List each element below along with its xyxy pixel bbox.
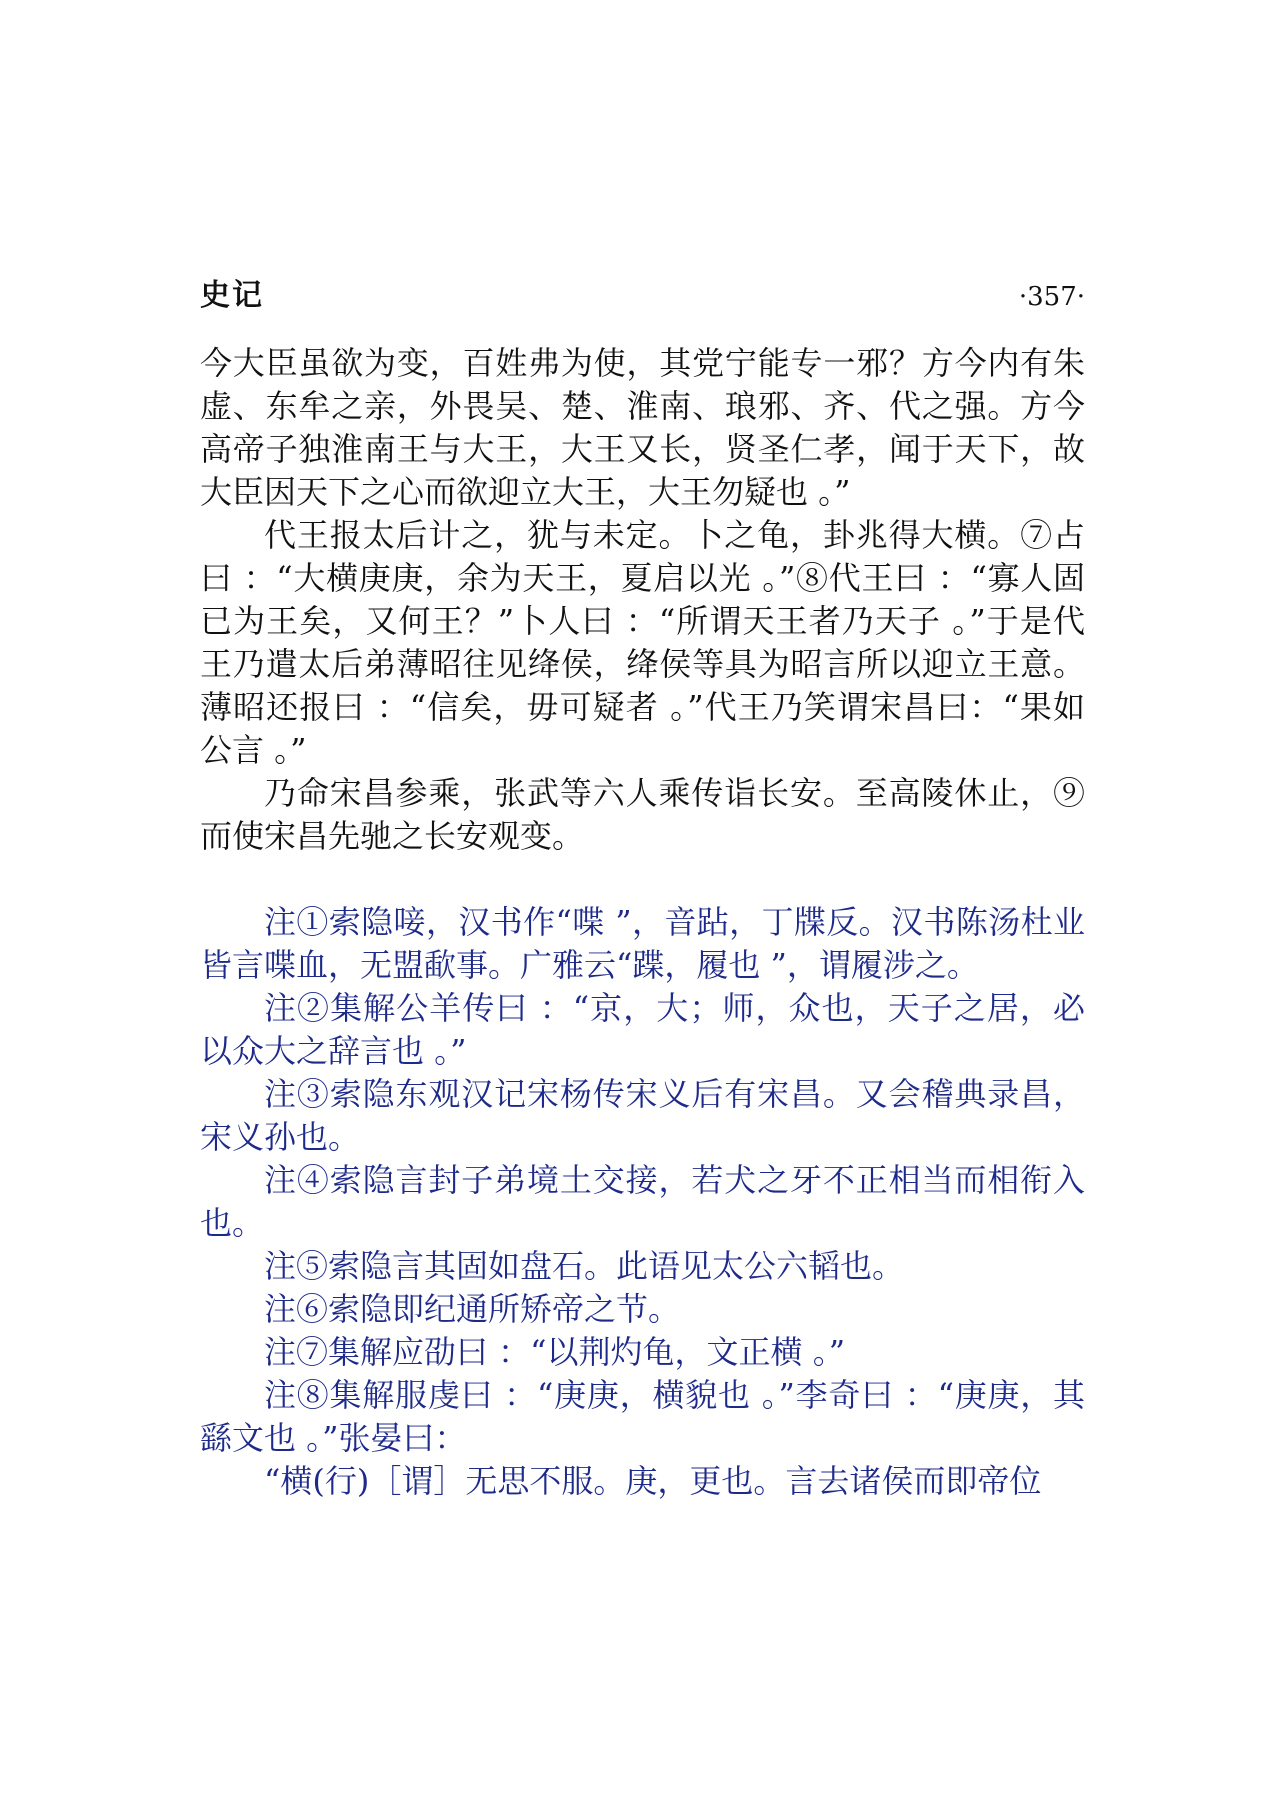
- running-header: [200, 270, 1085, 314]
- annotation-note: 注④索隐言封子弟境土交接，若犬之牙不正相当而相衔入也。: [200, 1161, 1085, 1242]
- book-page: [200, 270, 1085, 1503]
- annotation-note: 注③索隐东观汉记宋杨传宋义后有宋昌。又会稽典录昌，宋义孙也。: [200, 1075, 1085, 1156]
- annotations: [200, 901, 1085, 1503]
- annotation-note: “横(行)［谓］无思不服。庚，更也。言去诸侯而即帝位: [264, 1462, 1042, 1500]
- page-number: ·357·: [1018, 282, 1085, 312]
- annotation-note: 注①索隐唼，汉书作“喋 ”，音跕，丁牒反。汉书陈汤杜业皆言喋血，无盟歃事。广雅云“蹀，履也 ”，谓履涉之。: [200, 903, 1085, 984]
- annotation-note: 注⑥索隐即纪通所矫帝之节。: [264, 1290, 681, 1328]
- paragraph: 今大臣虽欲为变，百姓弗为使，其党宁能专一邪？方今内有朱虚、东牟之亲，外畏吴、楚、淮南、琅邪、齐、代之强。方今高帝子独淮南王与大王，大王又长，贤圣仁孝，闻于天下，故大臣因天下之心而欲迎立大王，大王勿疑也 。”: [200, 344, 1085, 511]
- annotation-note: 注⑧集解服虔曰 ：“庚庚，横貌也 。”李奇曰 ：“庚庚，其繇文也 。”张晏曰：: [200, 1376, 1085, 1457]
- annotation-note: 注⑦集解应劭曰 ：“以荆灼龟，文正横 。”: [264, 1333, 846, 1371]
- main-text: [200, 342, 1085, 858]
- annotation-note: 注②集解公羊传曰 ：“京，大；师，众也，天子之居，必以众大之辞言也 。”: [200, 989, 1085, 1070]
- paragraph: 代王报太后计之，犹与未定。卜之龟，卦兆得大横。⑦占曰 ：“大横庚庚，余为天王，夏启以光 。”⑧代王曰 ：“寡人固已为王矣，又何王？”卜人曰 ：“所谓天王者乃天子 。”于是代王乃遣太后弟薄昭往见绛侯，绛侯等具为昭言所以迎立王意。薄昭还报曰 ：“信矣，毋可疑者 。”代王乃笑谓宋昌曰：“果如公言 。”: [200, 516, 1085, 769]
- paragraph: 乃命宋昌参乘，张武等六人乘传诣长安。至高陵休止，⑨而使宋昌先驰之长安观变。: [200, 774, 1085, 855]
- book-title: 史记: [200, 278, 264, 313]
- annotation-note: 注⑤索隐言其固如盘石。此语见太公六韬也。: [264, 1247, 905, 1285]
